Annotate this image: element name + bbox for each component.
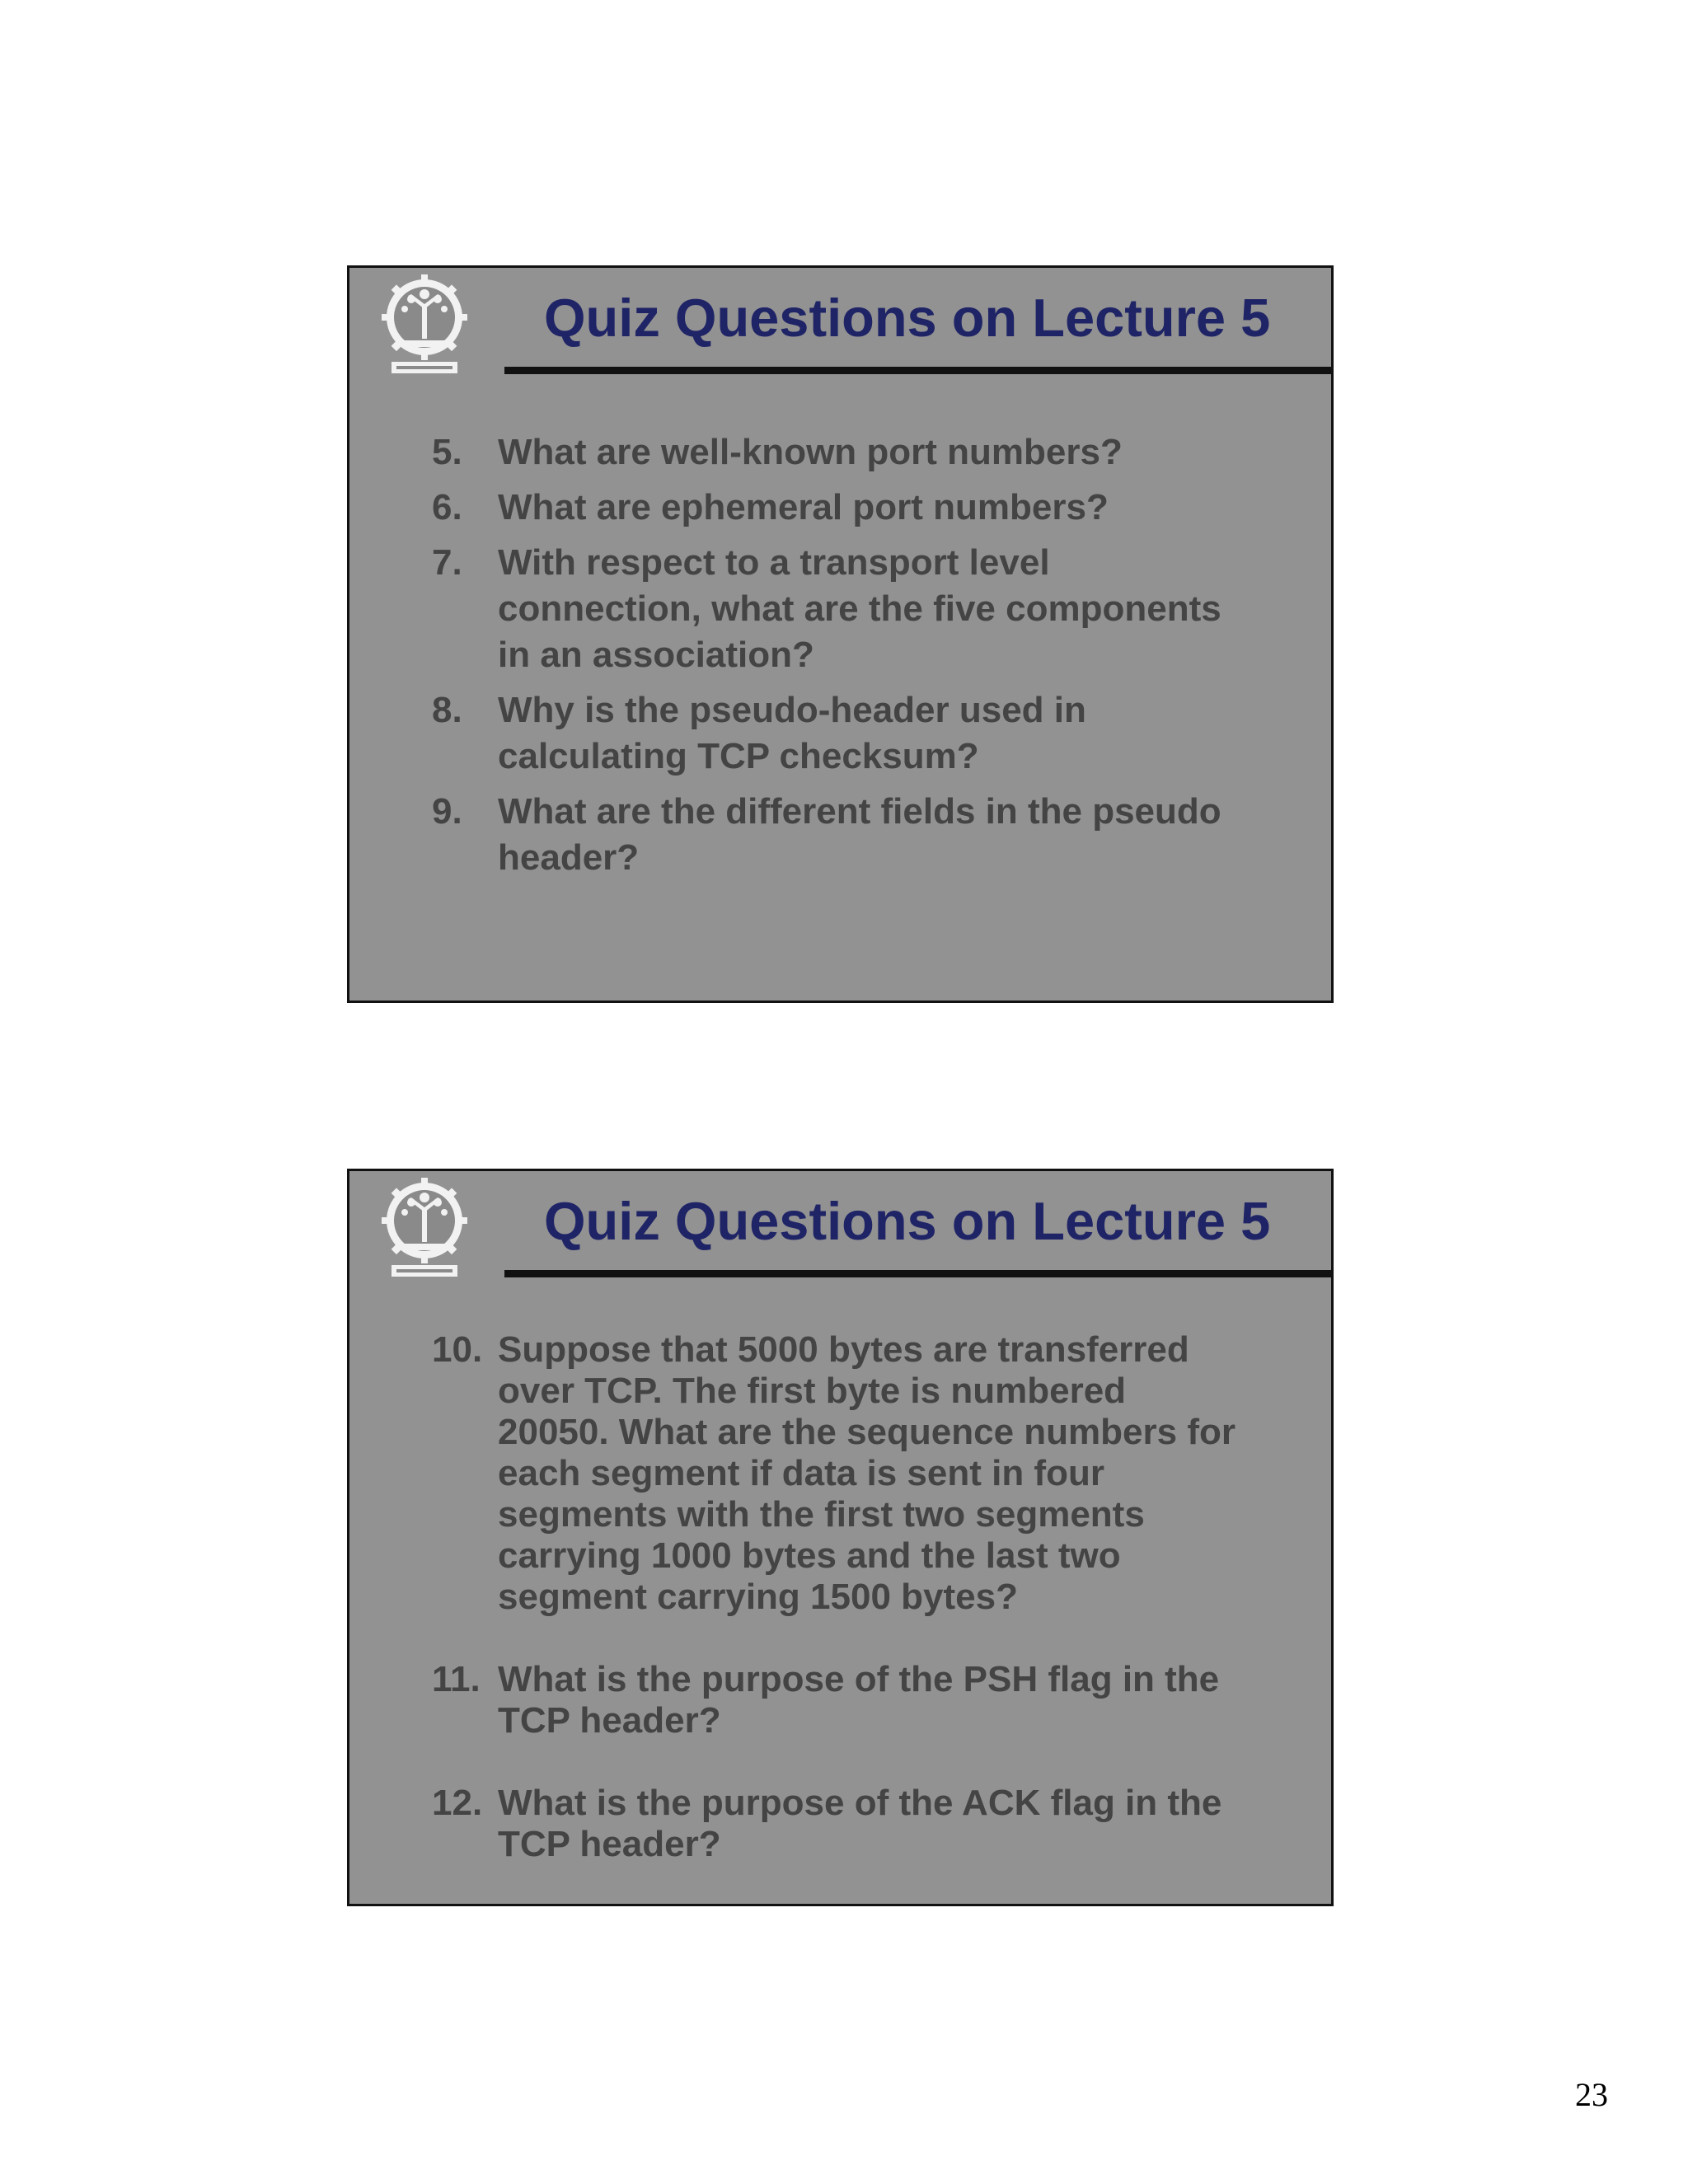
institute-logo-icon <box>374 271 475 377</box>
question-item <box>432 485 1298 531</box>
question-number: 12. <box>432 1783 483 1823</box>
question-item <box>432 540 1298 678</box>
question-text: What are the different fields in the pseudo header? <box>498 791 1221 878</box>
question-number: 8. <box>432 690 462 730</box>
question-text: Suppose that 5000 bytes are transferred over TCP. The first byte is numbered 20050. What are the sequence numbers for each segment if data is sent in four segments with the first two segments carrying 1000 bytes and the last two segment carrying 1500 bytes? <box>498 1329 1236 1617</box>
question-item <box>432 1783 1298 1865</box>
question-list <box>432 1329 1298 1906</box>
question-text: What is the purpose of the ACK flag in the TCP header? <box>498 1783 1222 1864</box>
page-number: 23 <box>1575 2076 1608 2113</box>
question-number: 7. <box>432 542 462 583</box>
question-number: 5. <box>432 432 462 472</box>
question-text: Why is the pseudo-header used in calculating TCP checksum? <box>498 690 1086 776</box>
question-item <box>432 429 1298 476</box>
title-underline <box>504 1270 1331 1277</box>
question-text: What is the purpose of the PSH flag in the TCP header? <box>498 1659 1220 1741</box>
question-item <box>432 1659 1298 1741</box>
slide-title: Quiz Questions on Lecture 5 <box>544 288 1271 348</box>
question-item <box>432 1329 1298 1618</box>
slide <box>347 1169 1334 1906</box>
question-item <box>432 687 1298 780</box>
question-number: 10. <box>432 1329 483 1370</box>
question-list <box>432 429 1298 890</box>
slide <box>347 265 1334 1003</box>
question-number: 9. <box>432 791 462 832</box>
question-number: 6. <box>432 487 462 527</box>
title-underline <box>504 367 1331 374</box>
question-text: With respect to a transport level connection, what are the five components in an association? <box>498 542 1221 675</box>
slide-title: Quiz Questions on Lecture 5 <box>544 1191 1271 1251</box>
question-text: What are well-known port numbers? <box>498 432 1123 472</box>
question-number: 11. <box>432 1659 481 1699</box>
question-text: What are ephemeral port numbers? <box>498 487 1109 527</box>
institute-logo-icon <box>374 1174 475 1280</box>
question-item <box>432 789 1298 881</box>
